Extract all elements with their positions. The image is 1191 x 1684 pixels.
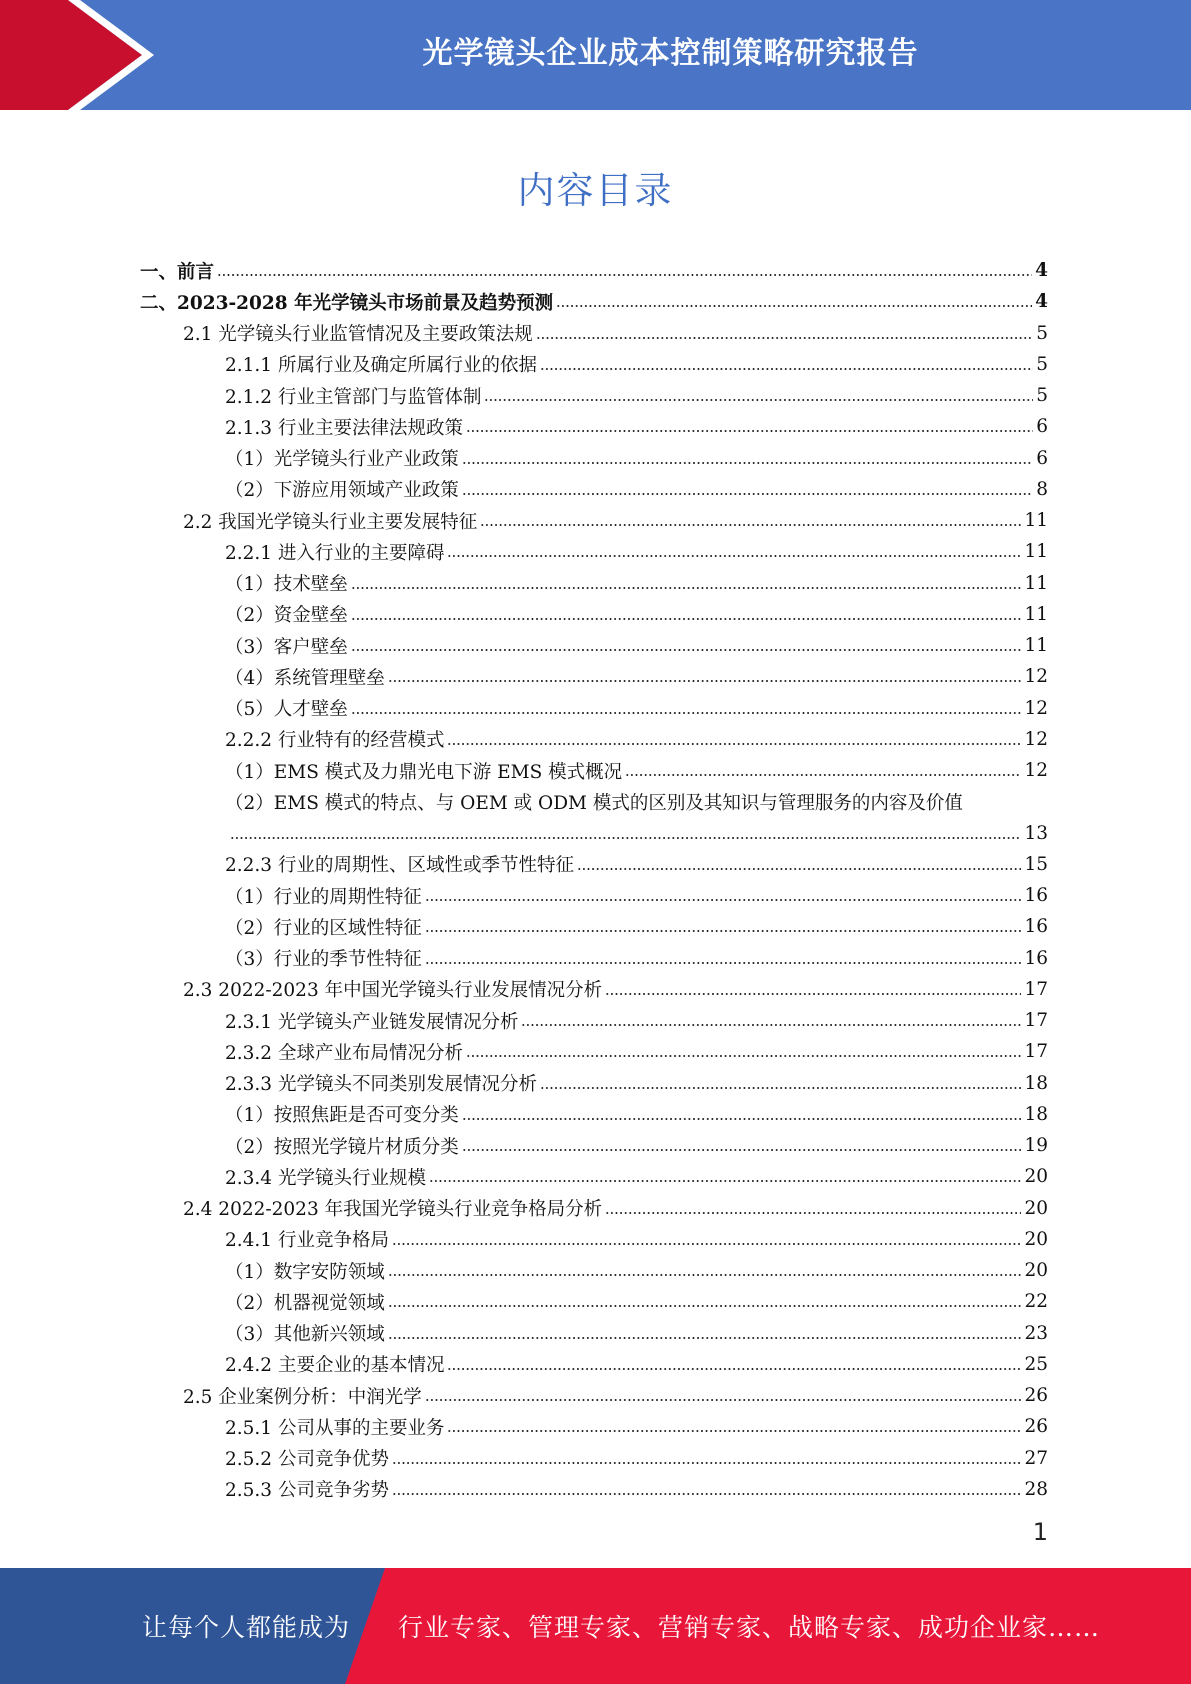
- toc-entry-page: 11: [1024, 572, 1048, 594]
- toc-entry-page: 4: [1035, 260, 1048, 282]
- toc-entry[interactable]: [140, 443, 1048, 474]
- toc-dot-leader: [392, 1493, 1021, 1495]
- toc-entry-label: （4）系统管理壁垒: [225, 667, 385, 689]
- toc-entry-label: 2.5.3 公司竞争劣势: [225, 1480, 389, 1502]
- toc-dot-leader: [425, 930, 1022, 932]
- toc-entry-page: 25: [1024, 1353, 1048, 1375]
- toc-entry-label: （1）行业的周期性特征: [225, 886, 422, 908]
- toc-dot-leader: [230, 837, 1021, 839]
- page-footer: [0, 1568, 1191, 1684]
- toc-entry-page: 20: [1024, 1260, 1048, 1282]
- toc-entry[interactable]: [140, 255, 1048, 286]
- toc-entry[interactable]: [140, 943, 1048, 974]
- toc-entry-label: 2.3.1 光学镜头产业链发展情况分析: [225, 1011, 519, 1033]
- toc-entry-page: 12: [1024, 697, 1048, 719]
- toc-dot-leader: [351, 712, 1022, 714]
- toc-entry-page: 28: [1024, 1478, 1048, 1500]
- toc-entry-label: （3）客户壁垒: [225, 636, 348, 658]
- toc-dot-leader: [351, 587, 1022, 589]
- toc-entry[interactable]: [140, 911, 1048, 942]
- toc-entry-label: 2.1.1 所属行业及确定所属行业的依据: [225, 355, 537, 377]
- toc-dot-leader: [462, 462, 1033, 464]
- toc-dot-leader: [462, 493, 1033, 495]
- toc-entry-label: 2.4 2022-2023 年我国光学镜头行业竞争格局分析: [183, 1199, 603, 1221]
- toc-dot-leader: [425, 899, 1022, 901]
- toc-entry-page: 20: [1024, 1197, 1048, 1219]
- toc-entry-label: 2.1.3 行业主要法律法规政策: [225, 417, 463, 439]
- toc-entry[interactable]: [140, 1474, 1048, 1505]
- toc-dot-leader: [351, 649, 1022, 651]
- toc-entry-page: 5: [1036, 353, 1048, 375]
- toc-entry[interactable]: [140, 599, 1048, 630]
- toc-dot-leader: [447, 555, 1021, 557]
- toc-dot-leader: [480, 524, 1021, 526]
- toc-dot-leader: [605, 1212, 1021, 1214]
- toc-entry[interactable]: [140, 1443, 1048, 1474]
- toc-entry-page: 12: [1024, 728, 1048, 750]
- toc-entry-label: 2.3 2022-2023 年中国光学镜头行业发展情况分析: [183, 980, 603, 1002]
- toc-entry[interactable]: [140, 1349, 1048, 1380]
- footer-slogan-right: 行业专家、管理专家、营销专家、战略专家、成功企业家……: [398, 1613, 1101, 1642]
- report-title: 光学镜头企业成本控制策略研究报告: [422, 36, 919, 71]
- toc-entry[interactable]: [140, 349, 1048, 380]
- toc-dot-leader: [466, 430, 1033, 432]
- toc-entry[interactable]: [140, 1068, 1048, 1099]
- toc-entry[interactable]: [140, 1005, 1048, 1036]
- toc-entry[interactable]: [140, 755, 1048, 786]
- toc-entry-label: （2）按照光学镜片材质分类: [225, 1136, 459, 1158]
- toc-entry-label: 2.2.2 行业特有的经营模式: [225, 730, 445, 752]
- toc-dot-leader: [351, 618, 1022, 620]
- toc-entry-page: 27: [1024, 1447, 1048, 1469]
- toc-entry-page: 26: [1024, 1385, 1048, 1407]
- toc-entry-label: 2.3.4 光学镜头行业规模: [225, 1167, 426, 1189]
- toc-entry-label: 2.4.2 主要企业的基本情况: [225, 1355, 445, 1377]
- toc-entry[interactable]: [140, 411, 1048, 442]
- toc-entry-page: 12: [1024, 760, 1048, 782]
- toc-entry-page: 8: [1036, 478, 1048, 500]
- toc-entry[interactable]: [140, 318, 1048, 349]
- toc-dot-leader: [425, 962, 1022, 964]
- toc-entry-page: 5: [1036, 322, 1048, 344]
- toc-entry-label: 2.3.3 光学镜头不同类别发展情况分析: [225, 1074, 537, 1096]
- toc-entry[interactable]: [140, 1286, 1048, 1317]
- toc-dot-leader: [392, 1243, 1021, 1245]
- toc-entry[interactable]: [140, 630, 1048, 661]
- toc-entry-page: 6: [1036, 416, 1048, 438]
- toc-entry-page: 13: [1024, 822, 1048, 844]
- toc-entry[interactable]: [140, 286, 1048, 317]
- toc-entry-page: 12: [1024, 666, 1048, 688]
- toc-dot-leader: [429, 1180, 1021, 1182]
- toc-entry-page: 16: [1024, 947, 1048, 969]
- toc-dot-leader: [462, 1149, 1022, 1151]
- toc-entry[interactable]: [140, 1099, 1048, 1130]
- toc-entry[interactable]: [140, 786, 1048, 849]
- toc-dot-leader: [605, 993, 1021, 995]
- toc-entry-page: 6: [1036, 447, 1048, 469]
- toc-dot-leader: [540, 368, 1033, 370]
- toc-entry[interactable]: [140, 661, 1048, 692]
- toc-entry-label: 2.5.2 公司竞争优势: [225, 1449, 389, 1471]
- toc-entry-label: （2）EMS 模式的特点、与 OEM 或 ODM 模式的区别及其知识与管理服务的内容及价值: [225, 792, 963, 814]
- toc-entry-page: 22: [1024, 1291, 1048, 1313]
- toc-dot-leader: [536, 337, 1033, 339]
- toc-entry-page: 11: [1024, 510, 1048, 532]
- toc-entry[interactable]: [140, 693, 1048, 724]
- toc-heading: 内容目录: [517, 169, 674, 212]
- toc-entry[interactable]: [140, 536, 1048, 567]
- page-header: [0, 0, 1191, 110]
- toc-entry[interactable]: [140, 474, 1048, 505]
- toc-entry-page: 20: [1024, 1228, 1048, 1250]
- toc-entry-page: 5: [1036, 385, 1048, 407]
- toc-entry-label: （1）EMS 模式及力鼎光电下游 EMS 模式概况: [225, 761, 623, 783]
- toc-entry-label: 2.1.2 行业主管部门与监管体制: [225, 386, 482, 408]
- toc-entry[interactable]: [140, 1255, 1048, 1286]
- toc-dot-leader: [556, 305, 1032, 307]
- toc-entry[interactable]: [140, 380, 1048, 411]
- toc-entry-page: 18: [1024, 1072, 1048, 1094]
- toc-dot-leader: [447, 1430, 1021, 1432]
- toc-dot-leader: [521, 1024, 1021, 1026]
- toc-dot-leader: [540, 1087, 1021, 1089]
- toc-dot-leader: [462, 1118, 1022, 1120]
- toc-dot-leader: [388, 1305, 1022, 1307]
- toc-entry-label: （2）机器视觉领域: [225, 1292, 385, 1314]
- toc-entry-label: （2）资金壁垒: [225, 605, 348, 627]
- toc-entry[interactable]: [140, 880, 1048, 911]
- toc-entry[interactable]: [140, 1130, 1048, 1161]
- toc-dot-leader: [392, 1462, 1021, 1464]
- toc-entry-page: 17: [1024, 978, 1048, 1000]
- toc-entry[interactable]: [140, 1193, 1048, 1224]
- toc-entry-label: （3）其他新兴领域: [225, 1324, 385, 1346]
- toc-entry-label: （5）人才壁垒: [225, 699, 348, 721]
- toc-entry[interactable]: [140, 568, 1048, 599]
- toc-entry[interactable]: [140, 724, 1048, 755]
- toc-entry-label: （2）下游应用领域产业政策: [225, 480, 459, 502]
- toc-entry-page: 11: [1024, 541, 1048, 563]
- toc-entry-label: 2.5.1 公司从事的主要业务: [225, 1417, 445, 1439]
- toc-entry[interactable]: [140, 505, 1048, 536]
- toc-entry-page: 11: [1024, 603, 1048, 625]
- toc-entry-page: 23: [1024, 1322, 1048, 1344]
- toc-dot-leader: [625, 774, 1021, 776]
- toc-entry[interactable]: [140, 1318, 1048, 1349]
- toc-entry-label: 2.5 企业案例分析：中润光学: [183, 1386, 422, 1408]
- toc-entry-page: 16: [1024, 916, 1048, 938]
- toc-entry-label: 2.3.2 全球产业布局情况分析: [225, 1042, 463, 1064]
- toc-entry-page: 17: [1024, 1010, 1048, 1032]
- footer-slogan-left: 让每个人都能成为: [142, 1613, 351, 1642]
- toc-entry[interactable]: [140, 1224, 1048, 1255]
- toc-entry-label: 2.1 光学镜头行业监管情况及主要政策法规: [183, 324, 533, 346]
- toc-dot-leader: [388, 680, 1022, 682]
- toc-entry-label: （1）光学镜头行业产业政策: [225, 449, 459, 471]
- toc-entry-page: 18: [1024, 1103, 1048, 1125]
- toc-entry-label: 2.2 我国光学镜头行业主要发展特征: [183, 511, 478, 533]
- toc-entry-page: 20: [1024, 1166, 1048, 1188]
- toc-entry-label: 二、2023-2028 年光学镜头市场前景及趋势预测: [140, 292, 554, 314]
- table-of-contents: [140, 255, 1048, 1505]
- toc-entry[interactable]: [140, 849, 1048, 880]
- toc-entry-page: 11: [1024, 635, 1048, 657]
- toc-dot-leader: [388, 1337, 1022, 1339]
- toc-entry-label: （1）数字安防领域: [225, 1261, 385, 1283]
- toc-entry-label: 一、前言: [140, 261, 215, 283]
- toc-entry[interactable]: [140, 1380, 1048, 1411]
- toc-entry-page: 16: [1024, 885, 1048, 907]
- toc-entry-label: 2.2.1 进入行业的主要障碍: [225, 542, 445, 564]
- toc-entry-label: （1）按照焦距是否可变分类: [225, 1105, 459, 1127]
- toc-entry-page: 26: [1024, 1416, 1048, 1438]
- toc-dot-leader: [425, 1399, 1022, 1401]
- toc-entry-page: 17: [1024, 1041, 1048, 1063]
- toc-entry-page: 19: [1024, 1135, 1048, 1157]
- toc-entry[interactable]: [140, 1036, 1048, 1067]
- toc-dot-leader: [217, 274, 1032, 276]
- toc-dot-leader: [388, 1274, 1022, 1276]
- toc-entry-label: （1）技术壁垒: [225, 574, 348, 596]
- toc-dot-leader: [447, 1368, 1021, 1370]
- toc-dot-leader: [577, 868, 1021, 870]
- toc-entry-page: 4: [1035, 291, 1048, 313]
- toc-dot-leader: [447, 743, 1021, 745]
- toc-dot-leader: [484, 399, 1033, 401]
- toc-entry[interactable]: [140, 974, 1048, 1005]
- toc-entry-label: （3）行业的季节性特征: [225, 949, 422, 971]
- toc-entry-label: （2）行业的区域性特征: [225, 917, 422, 939]
- toc-entry-label: 2.4.1 行业竞争格局: [225, 1230, 389, 1252]
- toc-entry[interactable]: [140, 1161, 1048, 1192]
- toc-dot-leader: [466, 1055, 1021, 1057]
- toc-entry[interactable]: [140, 1411, 1048, 1442]
- toc-entry-label: 2.2.3 行业的周期性、区域性或季节性特征: [225, 855, 574, 877]
- page-number: 1: [1032, 1518, 1048, 1546]
- toc-entry-page: 15: [1024, 853, 1048, 875]
